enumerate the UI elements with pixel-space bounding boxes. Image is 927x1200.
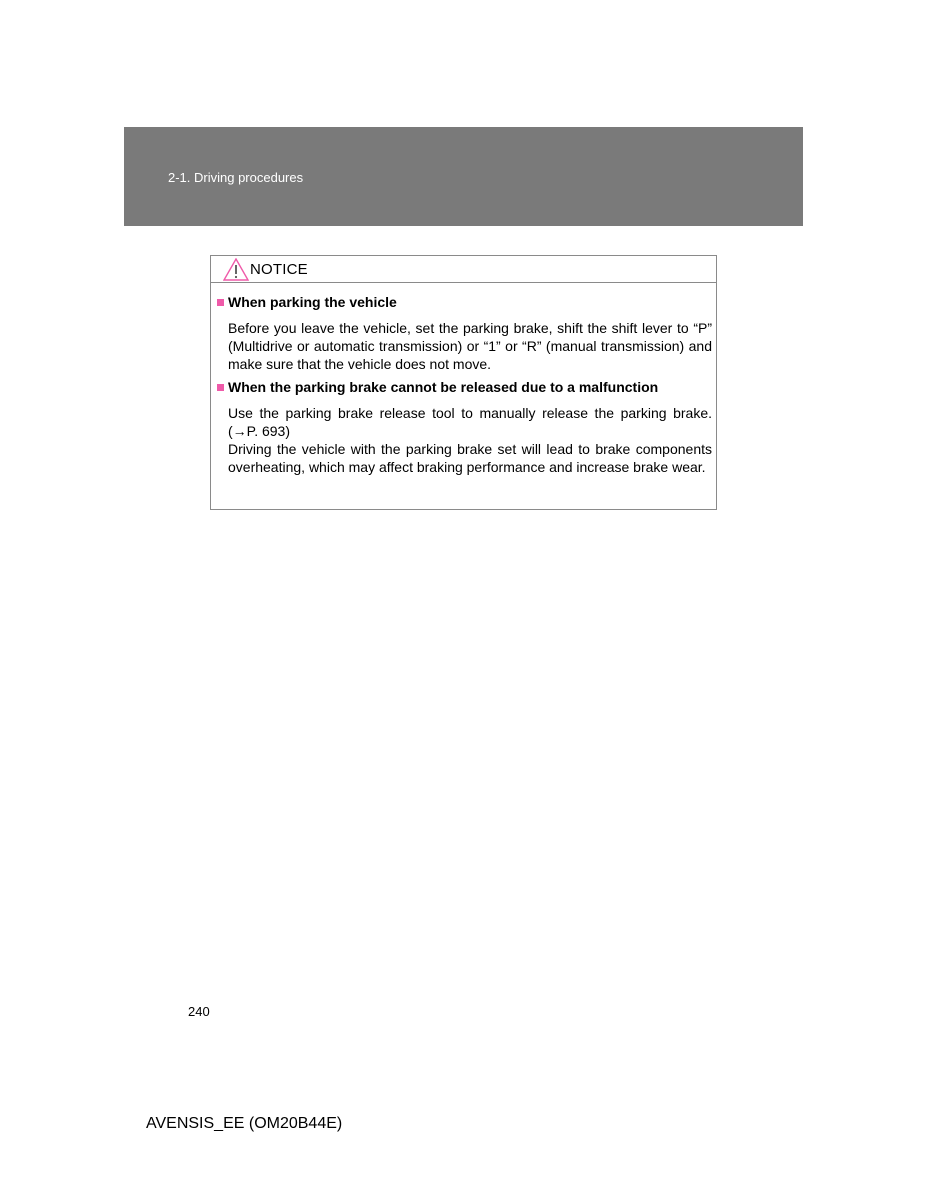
square-bullet-icon [217, 384, 224, 391]
section-header-band [124, 127, 803, 226]
notice-paragraph: Before you leave the vehicle, set the parking brake, shift the shift lever to “P” (Multidrive or automatic transmission) or “1” or “R” (manual transmission) and make sure that the vehicle does not move. [228, 320, 712, 373]
notice-paragraph: Use the parking brake release tool to manually release the parking brake. (→P. 693) [228, 405, 712, 440]
square-bullet-icon [217, 299, 224, 306]
notice-title: NOTICE [250, 261, 308, 278]
page-number: 240 [188, 1004, 210, 1019]
warning-triangle-icon [223, 258, 249, 281]
notice-paragraph: Driving the vehicle with the parking brake set will lead to brake components overheating, which may affect braking performance and increase brake wear. [228, 441, 712, 476]
notice-item-heading-text: When parking the vehicle [228, 294, 397, 310]
notice-item-heading [217, 294, 397, 310]
notice-header [211, 256, 716, 283]
section-title: 2-1. Driving procedures [168, 170, 304, 185]
notice-item-heading-text: When the parking brake cannot be released due to a malfunction [228, 379, 659, 395]
document-code: AVENSIS_EE (OM20B44E) [146, 1115, 343, 1132]
notice-box [210, 255, 717, 510]
notice-item-heading [217, 379, 658, 395]
